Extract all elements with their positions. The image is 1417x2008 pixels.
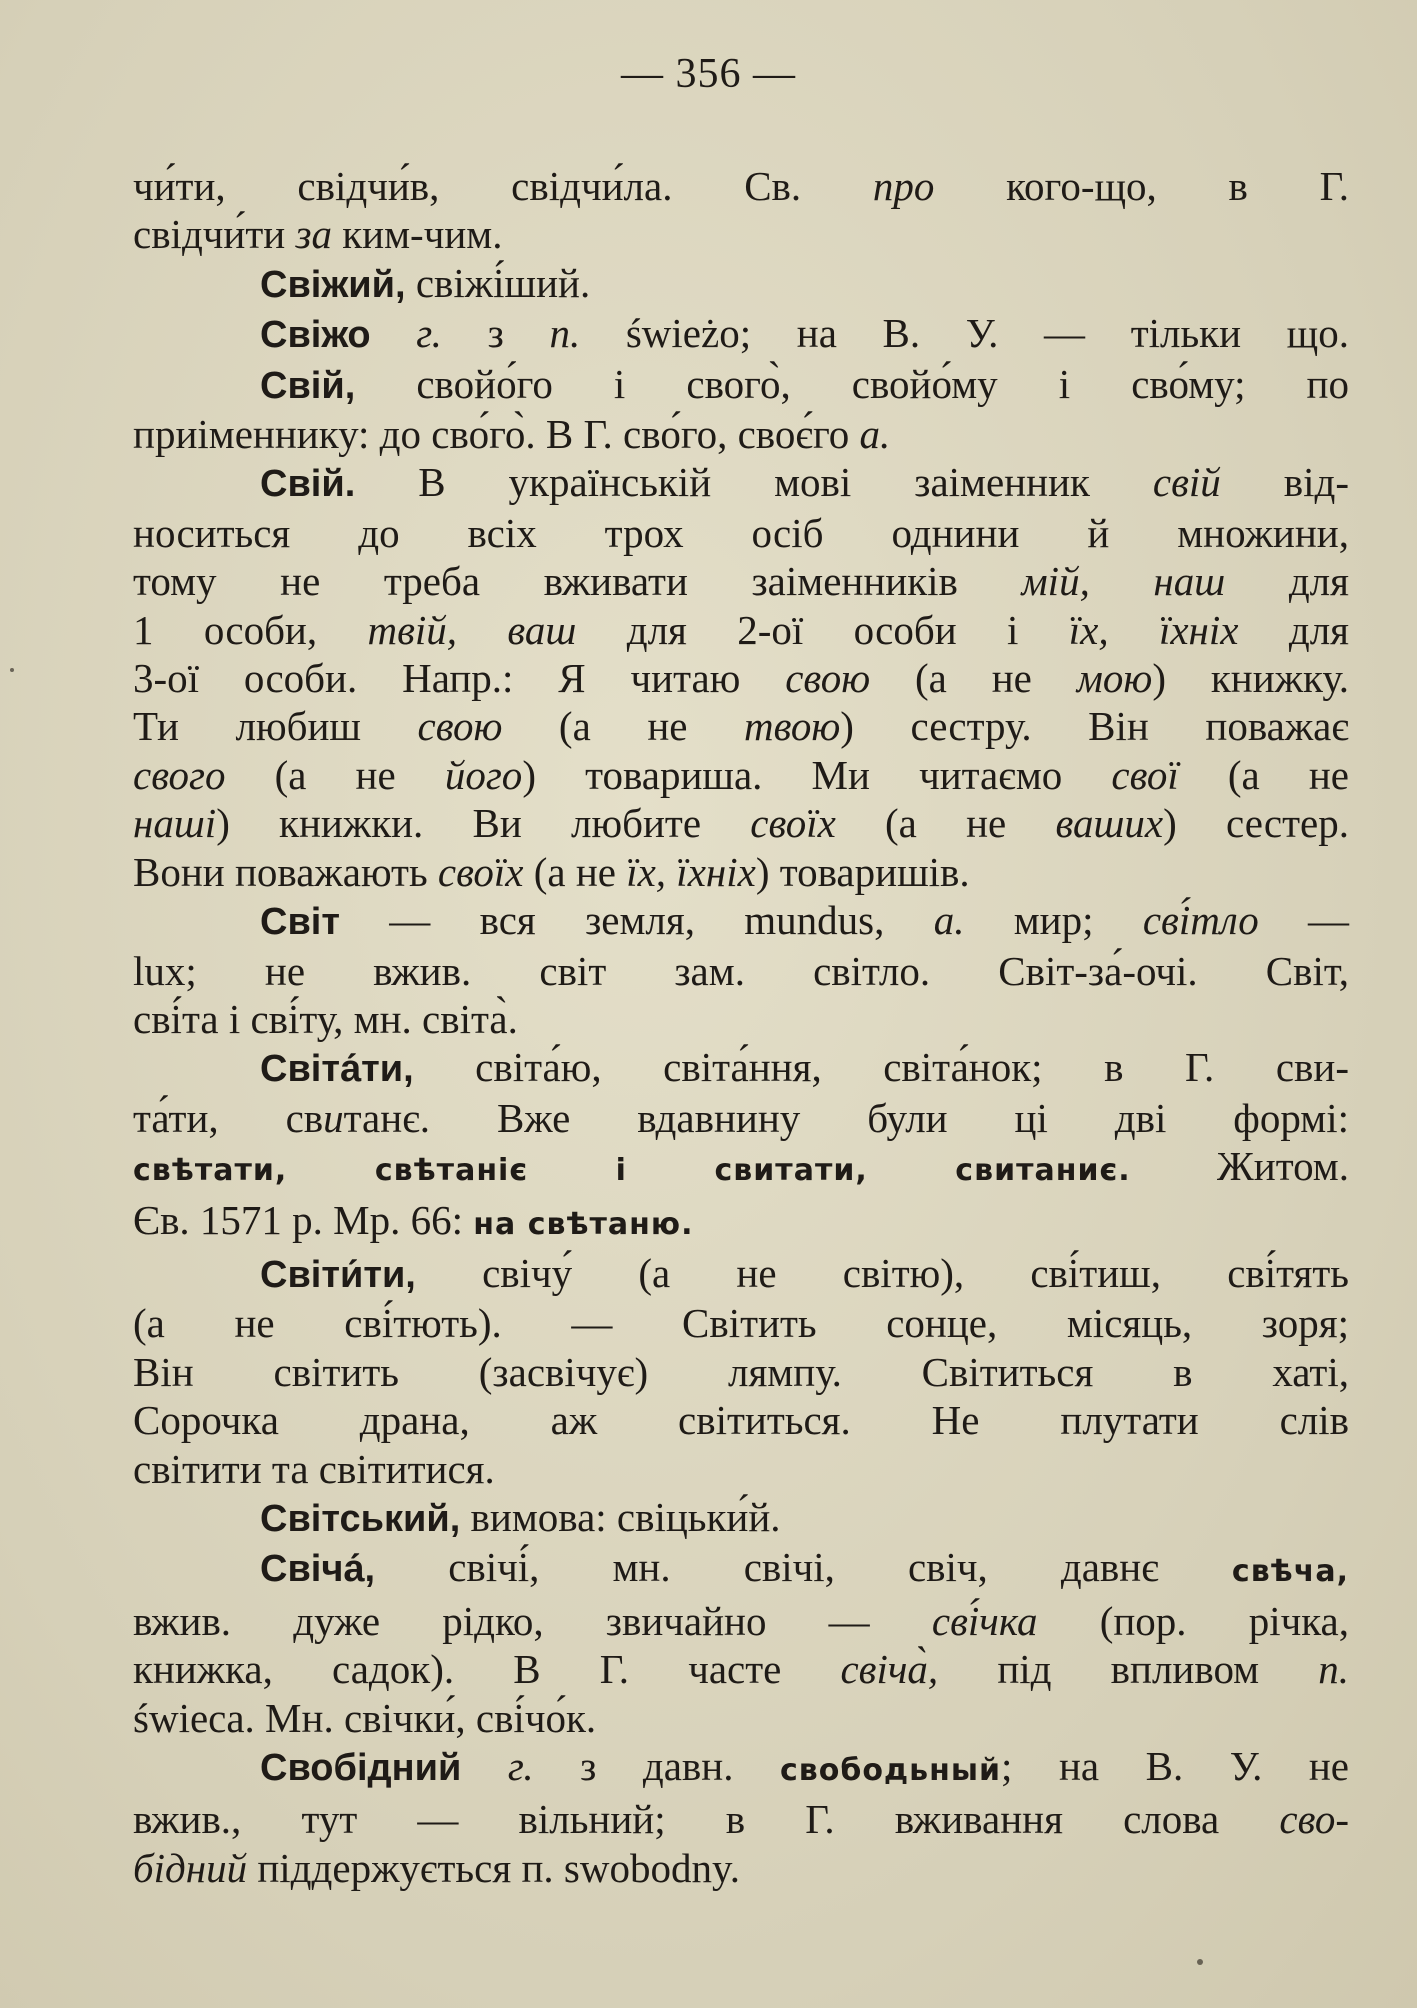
entry-headword: Свобідний — [260, 1747, 462, 1789]
entry-headword: Свій, — [260, 364, 356, 407]
text-line — [133, 1694, 1349, 1742]
text-line — [133, 1844, 1349, 1892]
italic-text: сві́тло — [1142, 897, 1259, 944]
text-run: для 2-ої особи і — [576, 606, 1069, 653]
text-line — [133, 162, 1349, 210]
old-script-text: свободьный — [780, 1753, 1002, 1788]
text-run: для — [1238, 606, 1350, 653]
text-run: вимова: свіцьки́й. — [460, 1493, 781, 1540]
text-line — [133, 1493, 1349, 1543]
text-run: (а не — [523, 848, 627, 895]
text-line — [133, 1645, 1349, 1693]
italic-text: свого — [133, 751, 226, 798]
text-run: книжка, садок). В Г. часте — [133, 1646, 841, 1693]
italic-text: своїх — [437, 848, 524, 895]
text-run: (а не — [502, 703, 745, 750]
italic-text: и — [323, 1094, 344, 1141]
italic-text: свою — [417, 703, 503, 750]
text-line — [133, 751, 1349, 799]
text-run: świeca. Мн. свічки́, сві́чо́к. — [133, 1694, 597, 1741]
text-run: кого-що, в Г. — [934, 163, 1349, 209]
text-run: сви- — [1275, 1044, 1349, 1091]
italic-text: свіча̀, — [840, 1646, 939, 1693]
old-script-text: на свѣтаню. — [473, 1206, 694, 1242]
entry-headword: Світа́ти, — [260, 1048, 414, 1091]
italic-text: мою — [1076, 655, 1153, 702]
text-line — [133, 259, 1349, 309]
text-line — [133, 1396, 1349, 1444]
text-run: ) сестру. Він поважає — [840, 703, 1349, 750]
entry-headword: Світський, — [260, 1497, 461, 1540]
text-run: від- — [1220, 459, 1350, 506]
italic-text: своїх — [750, 800, 836, 847]
text-run: чи́ти, свідчи́в, свідчи́ла. Св. — [133, 163, 873, 209]
italic-text: г. — [370, 310, 442, 357]
text-run: свойо́го і свого̀, свойо́му і сво́му; по — [355, 360, 1349, 407]
italic-text: п. — [1318, 1646, 1350, 1693]
text-line — [133, 509, 1349, 557]
italic-text: сві́чка — [931, 1597, 1038, 1644]
text-run: світа́ю, світа́ння, світа́нок; в Г. — [413, 1044, 1276, 1091]
italic-text: свої — [1111, 751, 1179, 798]
print-speck — [10, 668, 14, 672]
text-line — [133, 1249, 1349, 1299]
text-run: Він світить (засвічує) лямпу. Світиться в хаті, — [133, 1348, 1349, 1395]
text-line — [133, 1348, 1349, 1396]
text-run: świeżo; на В. У. — тільки що. — [580, 310, 1349, 357]
text-run: — вся земля, mundus, — [339, 897, 934, 944]
text-run: (а не — [835, 800, 1056, 847]
text-line — [133, 360, 1349, 410]
entry-headword: Свіча́, — [260, 1548, 376, 1591]
italic-text: за — [295, 211, 332, 258]
entry-headword: Свіжий, — [260, 263, 406, 306]
print-speck — [1197, 1959, 1203, 1965]
text-line — [133, 1742, 1349, 1795]
text-run: (а не — [870, 655, 1077, 702]
text-run: приіменнику: до сво́го̀. В Г. сво́го, своє́го — [133, 411, 860, 458]
text-line — [133, 1196, 1349, 1249]
text-run: тому не треба вживати заіменників — [133, 558, 1022, 605]
text-line — [133, 702, 1349, 750]
text-run: 1 особи, — [133, 606, 368, 653]
text-run: lux; не вжив. світ зам. світло. Світ-за́-очі. Світ, — [133, 947, 1349, 994]
text-run: свіжі́ший. — [405, 259, 591, 306]
text-line — [133, 799, 1349, 847]
italic-text: п. — [549, 310, 581, 357]
entry-headword: Світи́ти, — [260, 1253, 416, 1296]
text-line — [133, 1142, 1349, 1195]
text-run: ким-чим. — [331, 211, 503, 258]
text-run: Сорочка драна, аж світиться. Не плутати слів — [133, 1397, 1349, 1444]
text-run: Єв. 1571 р. Мр. 66: — [133, 1196, 474, 1243]
entry-headword: Свій. — [260, 463, 356, 506]
italic-text: свою — [785, 655, 871, 702]
text-line — [133, 1094, 1349, 1142]
page-number: — 356 — — [621, 51, 796, 97]
text-run: (пор. річка, — [1037, 1597, 1349, 1644]
text-run: танє. Вже вдавнину були ці дві формі: — [343, 1094, 1349, 1141]
text-run: з давн. — [533, 1743, 780, 1789]
italic-text: свій — [1152, 459, 1221, 506]
text-run: ) книжку. — [1152, 655, 1349, 702]
italic-text: твій, ваш — [367, 606, 577, 653]
text-line — [133, 1795, 1349, 1843]
text-run: В українській мові заіменник — [355, 459, 1153, 506]
text-line — [133, 896, 1349, 946]
text-run: сві́та і сві́ту, мн. світа̀. — [133, 995, 518, 1042]
text-line — [133, 1597, 1349, 1645]
text-run: ) товариша. Ми читаємо — [522, 751, 1112, 798]
text-line — [133, 654, 1349, 702]
text-line — [133, 557, 1349, 605]
old-script-text: свѣтати, свѣтаніє і свитати, свитаниє. — [133, 1153, 1131, 1189]
old-script-text: свѣча, — [1231, 1554, 1349, 1590]
text-run: мир; — [964, 897, 1143, 944]
text-run: свічу́ (а не світю), сві́тиш, сві́тять — [415, 1249, 1349, 1296]
text-run: вжив. дуже рідко, звичайно — — [133, 1597, 932, 1644]
text-line — [133, 210, 1349, 258]
text-line — [133, 995, 1349, 1043]
italic-text: мій, наш — [1021, 558, 1226, 605]
text-run: піддержується п. swobodny. — [247, 1844, 741, 1891]
text-run: носиться до всіх трох осіб однини й множини, — [133, 509, 1349, 556]
italic-text: твою — [744, 703, 841, 750]
italic-text: ваших — [1055, 800, 1164, 847]
text-line — [133, 309, 1349, 359]
text-line — [133, 458, 1349, 508]
italic-text: їх, їхніх — [626, 848, 756, 895]
italic-text: його — [444, 751, 523, 798]
text-run: Житом. — [1130, 1143, 1349, 1190]
text-run: Вони поважають — [133, 848, 438, 895]
text-run: свічі́, мн. свічі, свіч, давнє — [375, 1544, 1232, 1591]
text-line — [133, 1543, 1349, 1596]
text-line — [133, 410, 1349, 458]
text-run: для — [1225, 558, 1349, 605]
text-run: світити та світитися. — [133, 1445, 495, 1492]
italic-text: наші — [133, 800, 217, 847]
text-run: (а не — [225, 751, 445, 798]
text-run: ) сестер. — [1163, 800, 1349, 847]
entry-headword: Світ — [260, 901, 340, 944]
dictionary-text — [133, 162, 1349, 1892]
text-line — [133, 606, 1349, 654]
italic-text: про — [872, 163, 935, 209]
italic-text: бідний — [133, 1844, 248, 1891]
italic-text: сво- — [1279, 1796, 1349, 1843]
italic-text: г. — [461, 1743, 534, 1789]
text-line — [133, 947, 1349, 995]
text-run: під впливом — [938, 1646, 1319, 1693]
text-run: з — [441, 310, 550, 357]
text-run: Ти любиш — [133, 703, 418, 750]
text-run: свідчи́ти — [133, 211, 296, 258]
text-run: (а не сві́тють). — Світить сонце, місяць, зоря; — [133, 1300, 1349, 1347]
text-line — [133, 1299, 1349, 1347]
text-run: ) книжки. Ви любите — [216, 800, 751, 847]
text-line — [133, 1043, 1349, 1093]
text-run: та́ти, св — [133, 1094, 324, 1141]
text-run: ; на В. У. не — [1001, 1743, 1349, 1789]
text-run: — — [1258, 897, 1350, 944]
text-run: вжив., тут — вільний; в Г. вживання слова — [133, 1796, 1280, 1843]
text-run: ) товаришів. — [755, 848, 970, 895]
italic-text: а. — [859, 411, 891, 458]
text-line — [133, 848, 1349, 896]
entry-headword: Свіжо — [260, 314, 371, 357]
text-line — [133, 1445, 1349, 1493]
italic-text: їх, їхніх — [1068, 606, 1239, 653]
italic-text: а. — [933, 897, 965, 944]
text-run: 3-ої особи. Напр.: Я читаю — [133, 655, 786, 702]
text-run: (а не — [1178, 751, 1350, 798]
